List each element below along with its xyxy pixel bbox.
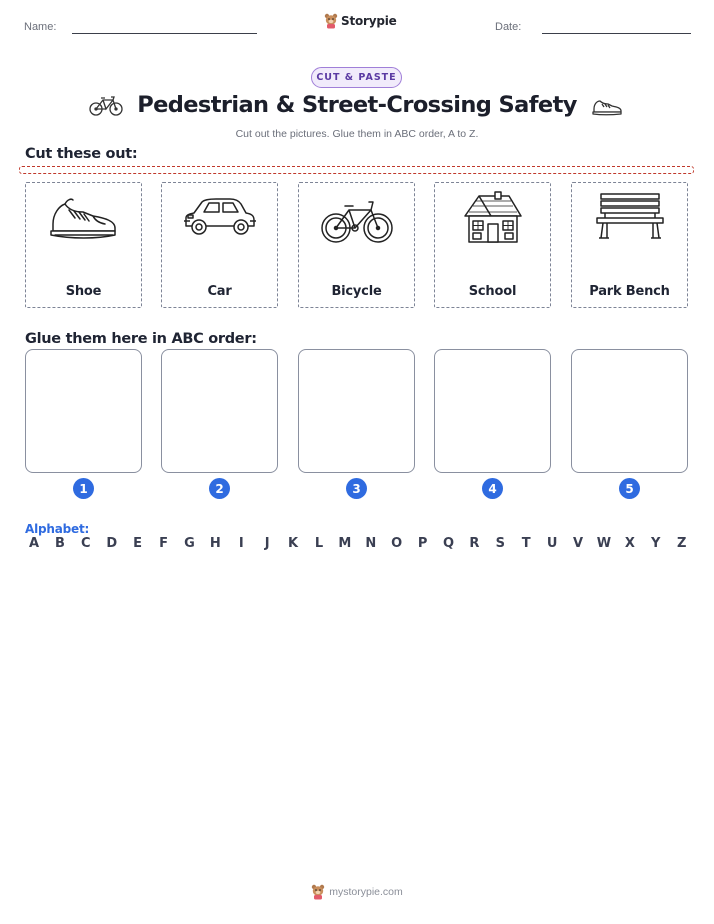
slot-number-2: 2 [209,478,230,499]
alphabet-letter: X [624,536,635,551]
alphabet-letter: P [417,536,428,551]
alphabet-letter: K [288,536,299,551]
alphabet-letter: I [238,536,244,551]
glue-section-heading: Glue them here in ABC order: [25,331,257,347]
alphabet-letter: J [264,536,270,551]
alphabet-letter: G [184,536,195,551]
alphabet-heading: Alphabet: [25,522,90,536]
alphabet-letter: N [365,536,377,551]
cutout-card-bicycle[interactable] [298,182,415,308]
glue-slot-3[interactable] [298,349,415,473]
date-label: Date: [495,21,522,33]
alphabet-letter: F [159,536,168,551]
card-label-park-bench: Park Bench [589,284,670,299]
alphabet-letter: A [28,536,40,551]
cutout-card-shoe[interactable] [25,182,142,308]
bear-mascot-icon [311,884,325,900]
name-field-line[interactable] [72,33,257,34]
card-label-shoe: Shoe [65,284,102,299]
date-field-line[interactable] [542,33,691,34]
slot-number-3: 3 [346,478,367,499]
card-label-school: School [468,284,517,299]
shoe-icon [47,190,121,248]
slot-number-4: 4 [482,478,503,499]
slot-number-1: 1 [73,478,94,499]
storypie-logo [324,13,397,29]
alphabet-letter: L [314,536,324,551]
brand-name: Storypie [341,14,397,28]
alphabet-letter: U [546,536,558,551]
alphabet-letter: S [495,536,505,551]
cut-and-paste-badge: CUT & PASTE [311,67,402,88]
name-label: Name: [24,21,57,33]
alphabet-letter: C [81,536,91,551]
alphabet-letter: Q [442,536,455,551]
footer [0,884,714,900]
bear-mascot-icon [324,13,338,29]
glue-slot-1[interactable] [25,349,142,473]
cutout-card-park-bench[interactable] [571,182,688,308]
park-bench-icon [595,190,665,242]
alphabet-letter: T [521,536,531,551]
alphabet-letter: B [54,536,65,551]
sneaker-icon [591,97,623,117]
alphabet-letter: H [209,536,221,551]
alphabet-letter: R [469,536,480,551]
alphabet-letter: V [573,536,584,551]
glue-slot-2[interactable] [161,349,278,473]
cutout-card-school[interactable] [434,182,551,308]
footer-url[interactable]: mystorypie.com [329,886,403,898]
school-icon [461,190,525,246]
instructions: Cut out the pictures. Glue them in ABC order, A to Z. [235,128,479,140]
alphabet-letter: O [391,536,403,551]
alphabet-letter: W [596,536,612,551]
card-label-bicycle: Bicycle [331,284,382,299]
cutout-card-car[interactable] [161,182,278,308]
cut-line [19,166,694,174]
alphabet-letter: Z [676,536,687,551]
car-icon [182,190,258,246]
alphabet-row [25,536,691,551]
card-label-car: Car [207,284,232,299]
bicycle-icon [89,95,123,117]
alphabet-letter: E [133,536,143,551]
alphabet-letter: Y [651,536,661,551]
glue-slot-5[interactable] [571,349,688,473]
page-title: Pedestrian & Street-Crossing Safety [137,92,577,118]
alphabet-letter: M [338,536,352,551]
bicycle-icon [319,190,395,248]
alphabet-letter: D [106,536,118,551]
slot-number-5: 5 [619,478,640,499]
glue-slot-4[interactable] [434,349,551,473]
cut-section-heading: Cut these out: [25,146,138,162]
